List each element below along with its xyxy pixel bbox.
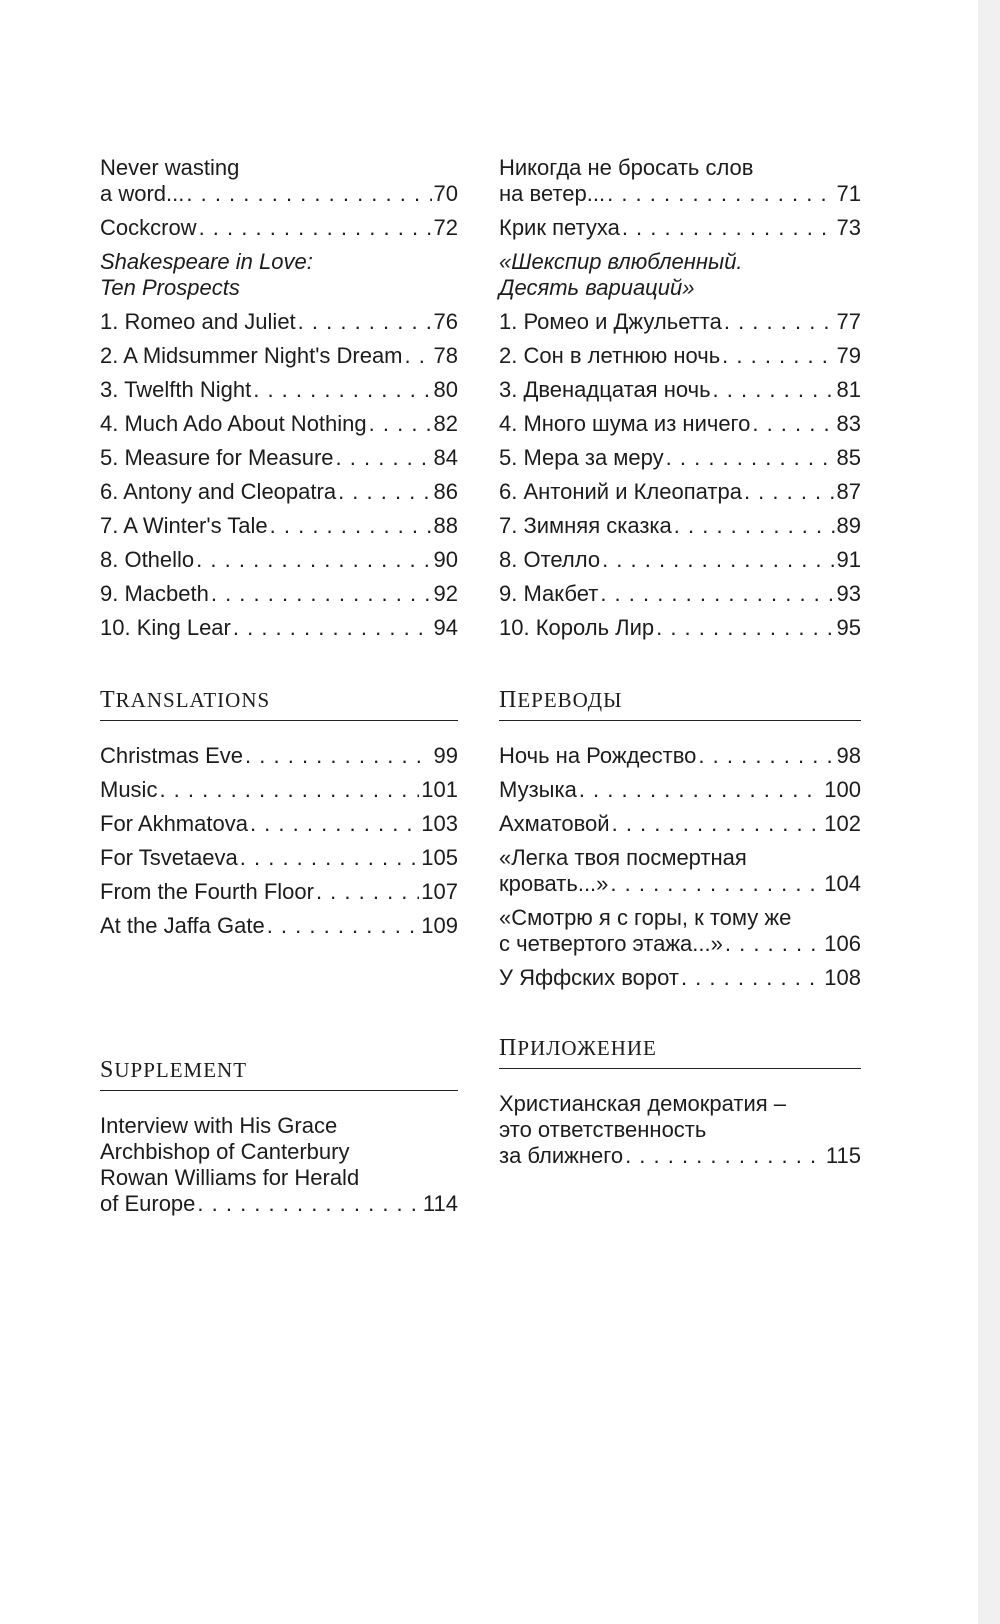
toc-entry[interactable]	[499, 445, 861, 471]
subsection-line: Shakespeare in Love:	[100, 249, 313, 274]
entry-title: 6. Antony and Cleopatra	[100, 479, 337, 504]
page-number: 104	[824, 871, 861, 896]
section-heading-translations	[499, 687, 861, 721]
entry-title: 5. Measure for Measure	[100, 445, 334, 470]
leader-dots	[724, 309, 835, 335]
toc-entry[interactable]	[100, 1113, 458, 1217]
leader-dots	[744, 479, 835, 505]
entry-title: 5. Мера за меру	[499, 445, 664, 470]
heading-rest: РИЛОЖЕНИЕ	[517, 1036, 657, 1060]
page-number: 84	[433, 445, 458, 470]
entry-title: за ближнего	[499, 1143, 624, 1168]
entry-title: 9. Макбет	[499, 581, 599, 606]
heading-rest: RANSLATIONS	[115, 688, 271, 712]
entry-title: 1. Romeo and Juliet	[100, 309, 296, 334]
entry-title: Cockcrow	[100, 215, 197, 240]
toc-entry[interactable]	[100, 411, 458, 437]
entry-title: кровать...»	[499, 871, 609, 896]
page-number: 91	[836, 547, 861, 572]
entry-title: 8. Othello	[100, 547, 195, 572]
entry-title: с четвертого этажа...»	[499, 931, 723, 956]
leader-dots	[752, 411, 834, 437]
toc-entry[interactable]	[499, 777, 861, 803]
subsection-heading	[100, 249, 458, 301]
entry-title: Музыка	[499, 777, 577, 802]
toc-entry[interactable]	[499, 743, 861, 769]
leader-dots	[316, 879, 419, 905]
leader-dots	[298, 309, 432, 335]
toc-entry[interactable]	[100, 377, 458, 403]
entry-title: 7. A Winter's Tale	[100, 513, 268, 538]
entry-text-line: Interview with His Grace	[100, 1113, 338, 1138]
page-edge	[978, 0, 1000, 1624]
page-number: 105	[421, 845, 458, 870]
entry-title: 10. King Lear	[100, 615, 231, 640]
page-number: 77	[836, 309, 861, 334]
entry-text-line: Archbishop of Canterbury	[100, 1139, 350, 1164]
toc-entry[interactable]	[100, 845, 458, 871]
leader-dots	[610, 871, 822, 897]
leader-dots	[267, 913, 420, 939]
page-number: 79	[836, 343, 861, 368]
page-number: 80	[433, 377, 458, 402]
toc-entry[interactable]	[499, 547, 861, 573]
leader-dots	[698, 743, 834, 769]
leader-dots	[336, 445, 432, 471]
toc-entry[interactable]	[499, 377, 861, 403]
entry-title: 2. Сон в летнюю ночь	[499, 343, 721, 368]
toc-entry[interactable]	[499, 215, 861, 241]
leader-dots	[612, 811, 823, 837]
page-number: 70	[433, 181, 458, 206]
entry-title: 8. Отелло	[499, 547, 601, 572]
entry-text-line: «Легка твоя посмертная	[499, 845, 747, 870]
heading-rest: UPPLEMENT	[114, 1058, 248, 1082]
entry-title: 1. Ромео и Джульетта	[499, 309, 722, 334]
page-number: 98	[836, 743, 861, 768]
page-number: 102	[824, 811, 861, 836]
leader-dots	[197, 1191, 421, 1217]
toc-entry[interactable]	[499, 155, 861, 207]
entry-text-line: «Смотрю я с горы, к тому же	[499, 905, 792, 930]
entry-title: 4. Much Ado About Nothing	[100, 411, 367, 436]
russian-column	[499, 155, 861, 1177]
entry-title: 4. Много шума из ничего	[499, 411, 751, 436]
leader-dots	[240, 845, 420, 871]
leader-dots	[211, 581, 432, 607]
page-number: 81	[836, 377, 861, 402]
page-number: 83	[836, 411, 861, 436]
page-number: 73	[836, 215, 861, 240]
toc-entry[interactable]	[100, 215, 458, 241]
entry-title: For Tsvetaeva	[100, 845, 238, 870]
entry-title: a word...	[100, 181, 185, 206]
toc-entry[interactable]	[100, 155, 458, 207]
entry-title: From the Fourth Floor	[100, 879, 314, 904]
page-number: 93	[836, 581, 861, 606]
entry-title: At the Jaffa Gate	[100, 913, 265, 938]
toc-entry[interactable]	[499, 1091, 861, 1169]
page-number: 114	[422, 1191, 458, 1216]
page-number: 94	[433, 615, 458, 640]
leader-dots	[656, 615, 834, 641]
toc-entry[interactable]	[100, 445, 458, 471]
leader-dots	[725, 931, 822, 957]
page-number: 99	[433, 743, 458, 768]
entry-text-line: это ответственность	[499, 1117, 707, 1142]
page-number: 109	[421, 913, 458, 938]
toc-entry[interactable]	[100, 479, 458, 505]
leader-dots	[245, 743, 431, 769]
toc-entry[interactable]	[100, 743, 458, 769]
leader-dots	[196, 547, 431, 573]
entry-title: of Europe	[100, 1191, 196, 1216]
leader-dots	[607, 181, 834, 207]
entry-title: 2. A Midsummer Night's Dream	[100, 343, 403, 368]
toc-entry[interactable]	[100, 879, 458, 905]
subsection-line: «Шекспир влюбленный.	[499, 249, 743, 274]
entry-title: Music	[100, 777, 158, 802]
leader-dots	[253, 377, 431, 403]
toc-entry[interactable]	[100, 513, 458, 539]
toc-entry[interactable]	[100, 913, 458, 939]
page-number: 87	[836, 479, 861, 504]
page-number: 101	[421, 777, 458, 802]
entry-title: For Akhmatova	[100, 811, 248, 836]
page-number: 108	[824, 965, 861, 990]
toc-entry[interactable]	[499, 479, 861, 505]
leader-dots	[681, 965, 822, 991]
leader-dots	[159, 777, 419, 803]
toc-entry[interactable]	[499, 309, 861, 335]
toc-entry[interactable]	[499, 581, 861, 607]
leader-dots	[674, 513, 835, 539]
toc-entry[interactable]	[499, 343, 861, 369]
toc-entry[interactable]	[100, 309, 458, 335]
entry-title: Крик петуха	[499, 215, 620, 240]
entry-title: 3. Двенадцатая ночь	[499, 377, 711, 402]
entry-text-line: Христианская демократия –	[499, 1091, 786, 1116]
leader-dots	[579, 777, 822, 803]
toc-entry[interactable]	[100, 343, 458, 369]
page-number: 88	[433, 513, 458, 538]
leader-dots	[338, 479, 431, 505]
toc-entry[interactable]	[499, 965, 861, 991]
page-number: 103	[421, 811, 458, 836]
subsection-line: Ten Prospects	[100, 275, 240, 300]
page-number: 72	[433, 215, 458, 240]
page-number: 82	[433, 411, 458, 436]
section-heading-supplement	[499, 1035, 861, 1069]
page-number: 100	[824, 777, 861, 802]
page-number: 78	[433, 343, 458, 368]
leader-dots	[600, 581, 834, 607]
leader-dots	[369, 411, 432, 437]
entry-title: 9. Macbeth	[100, 581, 209, 606]
leader-dots	[622, 215, 835, 241]
entry-title: 3. Twelfth Night	[100, 377, 252, 402]
leader-dots	[270, 513, 432, 539]
entry-title: Ночь на Рождество	[499, 743, 697, 768]
subsection-heading	[499, 249, 861, 301]
toc-entry[interactable]	[100, 777, 458, 803]
toc-entry[interactable]	[499, 845, 861, 897]
toc-entry[interactable]	[499, 513, 861, 539]
heading-rest: ЕРЕВОДЫ	[517, 688, 623, 712]
leader-dots	[666, 445, 835, 471]
toc-entry[interactable]	[100, 615, 458, 641]
heading-initial: П	[499, 1035, 518, 1061]
entry-title: У Яффских ворот	[499, 965, 679, 990]
page-number: 107	[421, 879, 458, 904]
toc-entry[interactable]	[100, 581, 458, 607]
entry-title: 6. Антоний и Клеопатра	[499, 479, 742, 504]
entry-title: на ветер...	[499, 181, 606, 206]
toc-entry[interactable]	[499, 811, 861, 837]
page-number: 89	[836, 513, 861, 538]
section-heading-translations	[100, 687, 458, 721]
leader-dots	[713, 377, 835, 403]
leader-dots	[186, 181, 431, 207]
leader-dots	[602, 547, 834, 573]
page-number: 115	[825, 1143, 861, 1168]
leader-dots	[405, 343, 432, 369]
heading-initial: П	[499, 687, 518, 713]
leader-dots	[250, 811, 419, 837]
page-number: 92	[433, 581, 458, 606]
page-number: 95	[836, 615, 861, 640]
leader-dots	[233, 615, 432, 641]
toc-entry[interactable]	[499, 411, 861, 437]
toc-entry[interactable]	[100, 547, 458, 573]
leader-dots	[199, 215, 432, 241]
heading-initial: S	[100, 1057, 115, 1083]
page-number: 90	[433, 547, 458, 572]
entry-text-line: Never wasting	[100, 155, 240, 180]
entry-title: Ахматовой	[499, 811, 610, 836]
toc-entry[interactable]	[499, 905, 861, 957]
entry-title: 10. Король Лир	[499, 615, 655, 640]
page-number: 85	[836, 445, 861, 470]
subsection-line: Десять вариаций»	[499, 275, 695, 300]
page-number: 76	[433, 309, 458, 334]
leader-dots	[625, 1143, 824, 1169]
english-column	[100, 155, 458, 1225]
leader-dots	[722, 343, 834, 369]
toc-entry[interactable]	[499, 615, 861, 641]
page-number: 86	[433, 479, 458, 504]
section-heading-supplement	[100, 1057, 458, 1091]
entry-text-line: Никогда не бросать слов	[499, 155, 754, 180]
toc-entry[interactable]	[100, 811, 458, 837]
page-number: 106	[824, 931, 861, 956]
heading-initial: T	[100, 687, 116, 713]
entry-title: 7. Зимняя сказка	[499, 513, 672, 538]
entry-text-line: Rowan Williams for Herald	[100, 1165, 360, 1190]
entry-title: Christmas Eve	[100, 743, 244, 768]
page-number: 71	[836, 181, 861, 206]
